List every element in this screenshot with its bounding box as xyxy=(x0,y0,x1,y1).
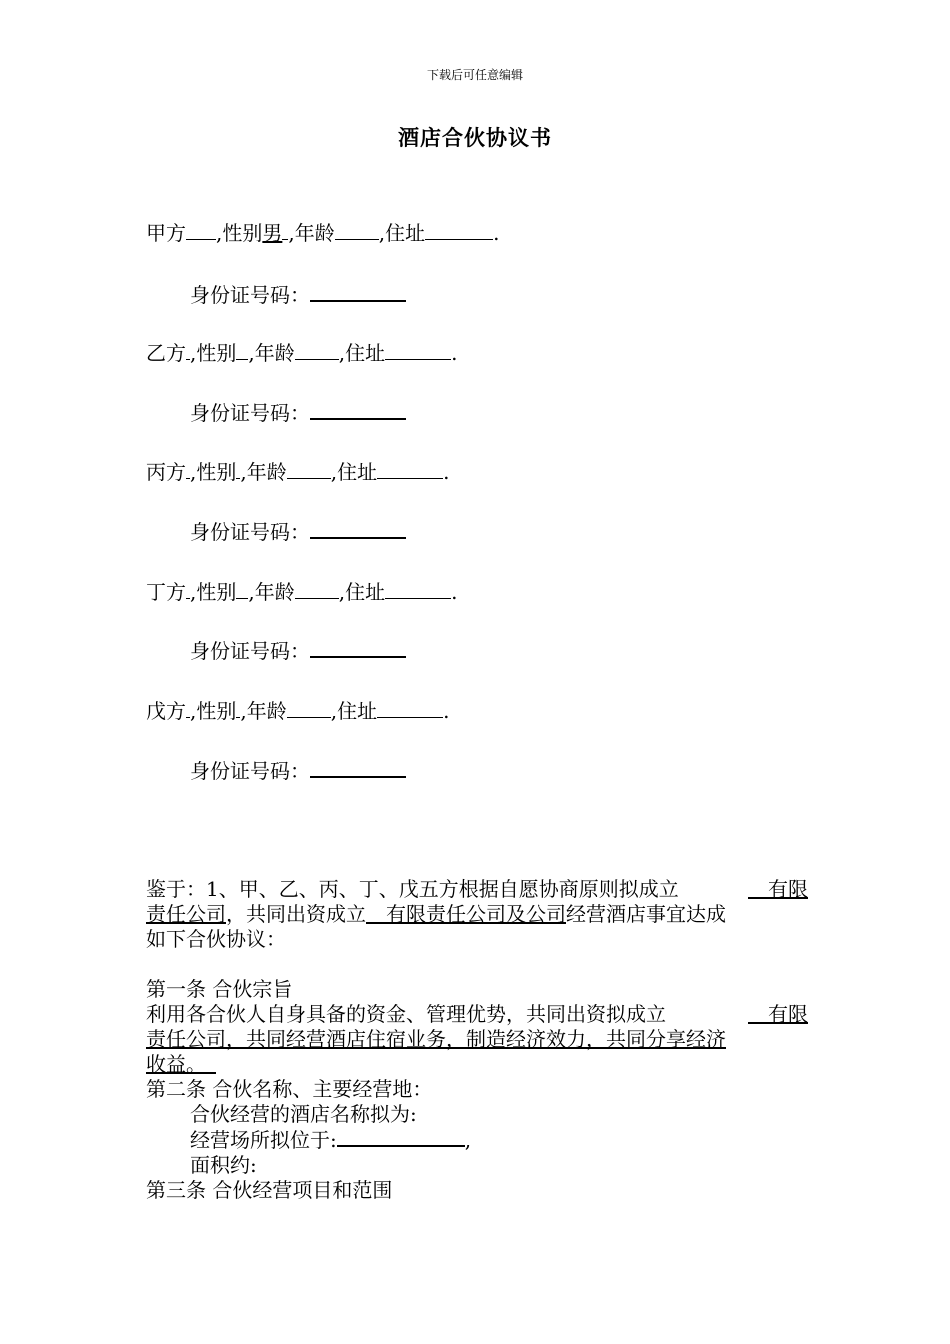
page-header-note: 下载后可任意编辑 xyxy=(426,68,523,82)
article-3-heading: 第三条 合伙经营项目和范围 xyxy=(146,1178,393,1202)
article-1: 第一条 合伙宗旨 利用各合伙人自身具备的资金、管理优势，共同出资拟成立 有限 责任公司，共同经营酒店住宿业务，制造经济效力，共同分享经济 收益。 xyxy=(146,977,808,1076)
site-line: 经营场所拟位于: , xyxy=(190,1128,472,1152)
party-line-d: 丁方 ,性别 ,年龄 ,住址 . xyxy=(146,580,458,604)
party-line-b: 乙方 ,性别 ,年龄 ,住址 . xyxy=(146,341,458,365)
id-line-a: 身份证号码： xyxy=(190,282,406,308)
id-line-d: 身份证号码： xyxy=(190,638,406,664)
article-1-heading: 第一条 合伙宗旨 xyxy=(146,977,293,1001)
party-line-e: 戊方 ,性别 ,年龄 ,住址 . xyxy=(146,699,450,723)
document-title: 酒店合伙协议书 xyxy=(398,125,552,150)
id-line-e: 身份证号码： xyxy=(190,758,406,784)
party-line-a: 甲方 ,性别男 ,年龄 ,住址 . xyxy=(146,221,500,245)
party-line-c: 丙方 ,性别 ,年龄 ,住址 . xyxy=(146,460,450,484)
article-2-heading: 第二条 合伙名称、主要经营地： xyxy=(146,1077,433,1101)
area-line: 面积约: xyxy=(190,1153,257,1177)
id-line-b: 身份证号码： xyxy=(190,400,406,426)
hotel-name-line: 合伙经营的酒店名称拟为: xyxy=(190,1102,417,1126)
gender-value-a: 男 xyxy=(262,221,283,245)
id-line-c: 身份证号码： xyxy=(190,519,406,545)
article-2 xyxy=(146,1077,808,1203)
preamble: 鉴于：1、甲、乙、丙、丁、戊五方根据自愿协商原则拟成立 有限 责任公司 ，共同出资成立 有限责任公司及公司 经营酒店事宜达成 如下合伙协议： xyxy=(146,877,808,951)
